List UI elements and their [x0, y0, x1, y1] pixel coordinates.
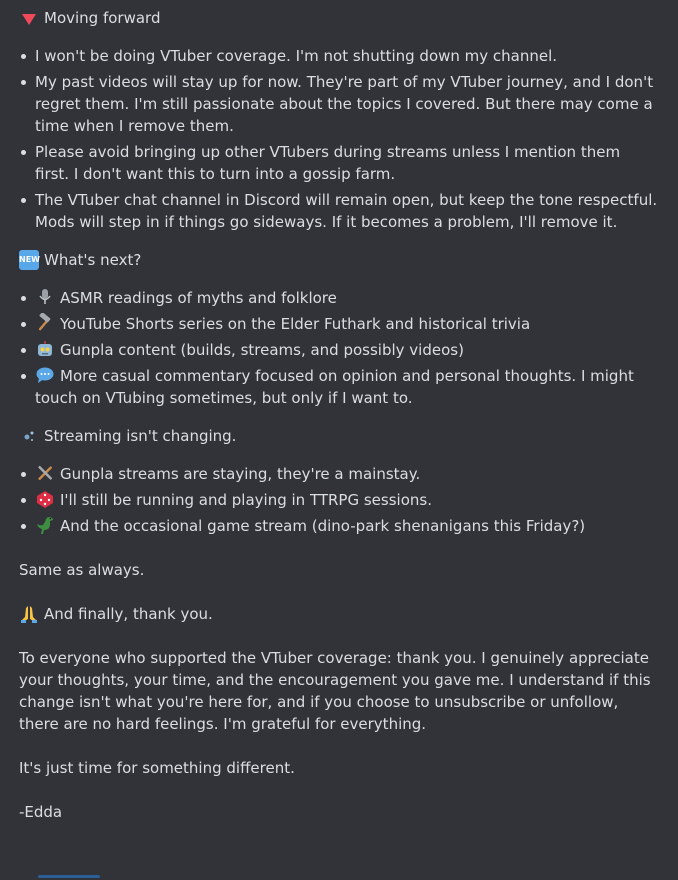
robot-icon — [35, 339, 55, 359]
moving-forward-heading-text: Moving forward — [44, 9, 161, 27]
moving-forward-heading — [19, 7, 658, 29]
speech-bubble-icon — [35, 365, 55, 385]
list-item: I'll still be running and playing in TTRPG sessions. — [35, 489, 658, 511]
list-item: ASMR readings of myths and folklore — [35, 287, 658, 309]
thank-you-heading — [19, 603, 658, 625]
new-badge-icon: NEW — [19, 250, 39, 270]
microphone-icon — [35, 287, 55, 307]
red-triangle-down-icon — [19, 8, 39, 28]
whats-next-list — [19, 287, 658, 409]
hammer-icon — [35, 313, 55, 333]
thank-you-paragraph: To everyone who supported the VTuber coverage: thank you. I genuinely appreciate your thoughts, your time, and the encouragement you gave me. I understand if this change isn't what you're here for, and if you choose to unsubscribe or unfollow, there are no hard feelings. I'm grateful for everything. — [19, 649, 651, 733]
sparkle-icon — [19, 426, 39, 446]
streaming-list — [19, 463, 658, 537]
list-item: Gunpla content (builds, streams, and possibly videos) — [35, 339, 658, 361]
list-item: My past videos will stay up for now. They're part of my VTuber journey, and I don't regret them. I'm still passionate about the topics I covered. But there may come a time when I remove them. — [35, 71, 658, 137]
whats-next-heading-text: What's next? — [44, 251, 142, 269]
whats-next-heading — [19, 249, 658, 271]
list-item: Please avoid bringing up other VTubers during streams unless I mention them first. I don't want this to turn into a gossip farm. — [35, 141, 658, 185]
same-as-always-text: Same as always. — [19, 561, 145, 579]
folded-hands-icon — [19, 604, 39, 624]
dinosaur-icon — [35, 515, 55, 535]
list-item: And the occasional game stream (dino-park shenanigans this Friday?) — [35, 515, 658, 537]
list-item: More casual commentary focused on opinion and personal thoughts. I might touch on VTubing sometimes, but only if I want to. — [35, 365, 658, 409]
streaming-heading — [19, 425, 658, 447]
signature-underline — [38, 875, 100, 878]
closing-text: It's just time for something different. — [19, 759, 295, 777]
list-item: YouTube Shorts series on the Elder Futhark and historical trivia — [35, 313, 658, 335]
list-item: The VTuber chat channel in Discord will remain open, but keep the tone respectful. Mods will step in if things go sideways. If it becomes a problem, I'll remove it. — [35, 191, 658, 231]
signature-text: -Edda — [19, 803, 63, 821]
thank-you-heading-text: And finally, thank you. — [44, 605, 213, 623]
list-item: I won't be doing VTuber coverage. I'm not shutting down my channel. — [35, 45, 658, 67]
list-item: Gunpla streams are staying, they're a mainstay. — [35, 463, 658, 485]
moving-forward-list — [19, 45, 658, 233]
tools-icon — [35, 463, 55, 483]
streaming-heading-text: Streaming isn't changing. — [44, 427, 237, 445]
dice-icon — [35, 489, 55, 509]
